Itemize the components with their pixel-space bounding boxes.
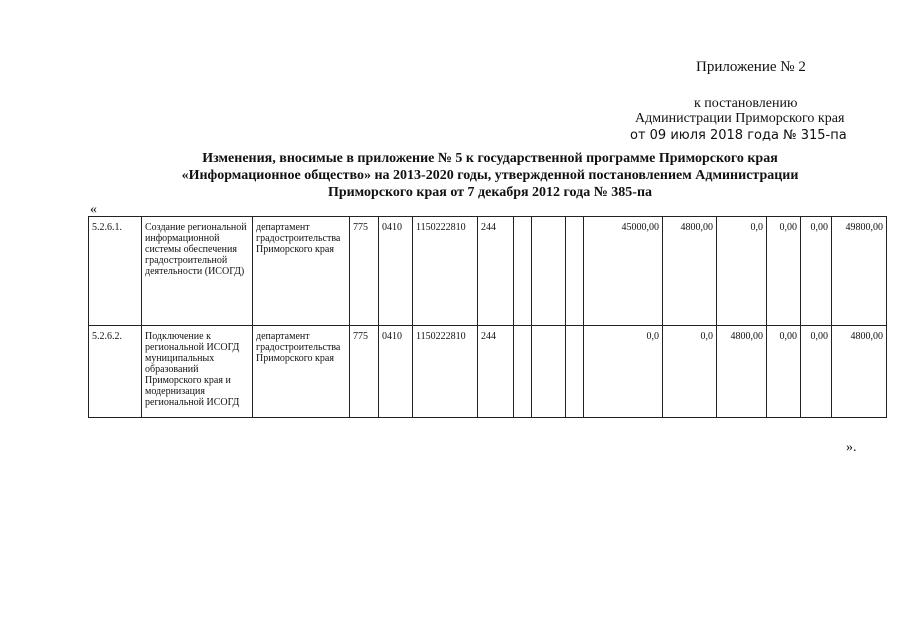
cell-2018: 4800,00: [717, 326, 767, 418]
cell-2020: 0,00: [801, 326, 832, 418]
heading-line-3: Приморского края от 7 декабря 2012 года № 385-па: [327, 185, 653, 200]
cell-grbs: 775: [350, 326, 379, 418]
cell-2019: 0,00: [767, 217, 801, 326]
changes-table: [88, 216, 887, 418]
table-row: [89, 217, 887, 326]
cell-empty: [532, 217, 566, 326]
cell-executor: департамент градостроительства Приморского края: [253, 326, 350, 418]
cell-csr: 1150222810: [413, 217, 478, 326]
cell-empty: [514, 326, 532, 418]
cell-empty: [566, 217, 584, 326]
cell-2018: 0,0: [717, 217, 767, 326]
cell-vr: 244: [478, 217, 514, 326]
cell-grbs: 775: [350, 217, 379, 326]
appendix-title: Приложение № 2: [696, 59, 806, 75]
table-row: [89, 326, 887, 418]
cell-executor: департамент градостроительства Приморского края: [253, 217, 350, 326]
heading-line-1: Изменения, вносимые в приложение № 5 к государственной программе Приморского края: [202, 151, 778, 166]
cell-2016: 0,0: [584, 326, 663, 418]
cell-2019: 0,00: [767, 326, 801, 418]
cell-total: 4800,00: [832, 326, 887, 418]
cell-code: 5.2.6.1.: [89, 217, 142, 326]
open-quote: «: [90, 202, 97, 217]
cell-csr: 1150222810: [413, 326, 478, 418]
cell-2020: 0,00: [801, 217, 832, 326]
cell-2017: 4800,00: [663, 217, 717, 326]
cell-name: Подключение к региональной ИСОГД муниципальных образований Приморского края и модернизация региональной ИСОГД: [142, 326, 253, 418]
decree-date-text: от 09 июля 2018 года № 315-па: [630, 128, 847, 143]
cell-rzpr: 0410: [379, 326, 413, 418]
cell-2016: 45000,00: [584, 217, 663, 326]
cell-empty: [514, 217, 532, 326]
cell-total: 49800,00: [832, 217, 887, 326]
close-quote: ».: [846, 440, 857, 455]
cell-empty: [532, 326, 566, 418]
heading-line-2: «Информационное общество» на 2013-2020 годы, утвержденной постановлением Администрации: [181, 168, 799, 183]
administration-text: Администрации Приморского края: [635, 111, 845, 126]
cell-2017: 0,0: [663, 326, 717, 418]
document-heading: [120, 150, 860, 201]
cell-name: Создание региональной информационной системы обеспечения градостроительной деятельности (ИСОГД): [142, 217, 253, 326]
cell-rzpr: 0410: [379, 217, 413, 326]
cell-code: 5.2.6.2.: [89, 326, 142, 418]
cell-vr: 244: [478, 326, 514, 418]
cell-empty: [566, 326, 584, 418]
to-decree-text: к постановлению: [694, 96, 798, 111]
